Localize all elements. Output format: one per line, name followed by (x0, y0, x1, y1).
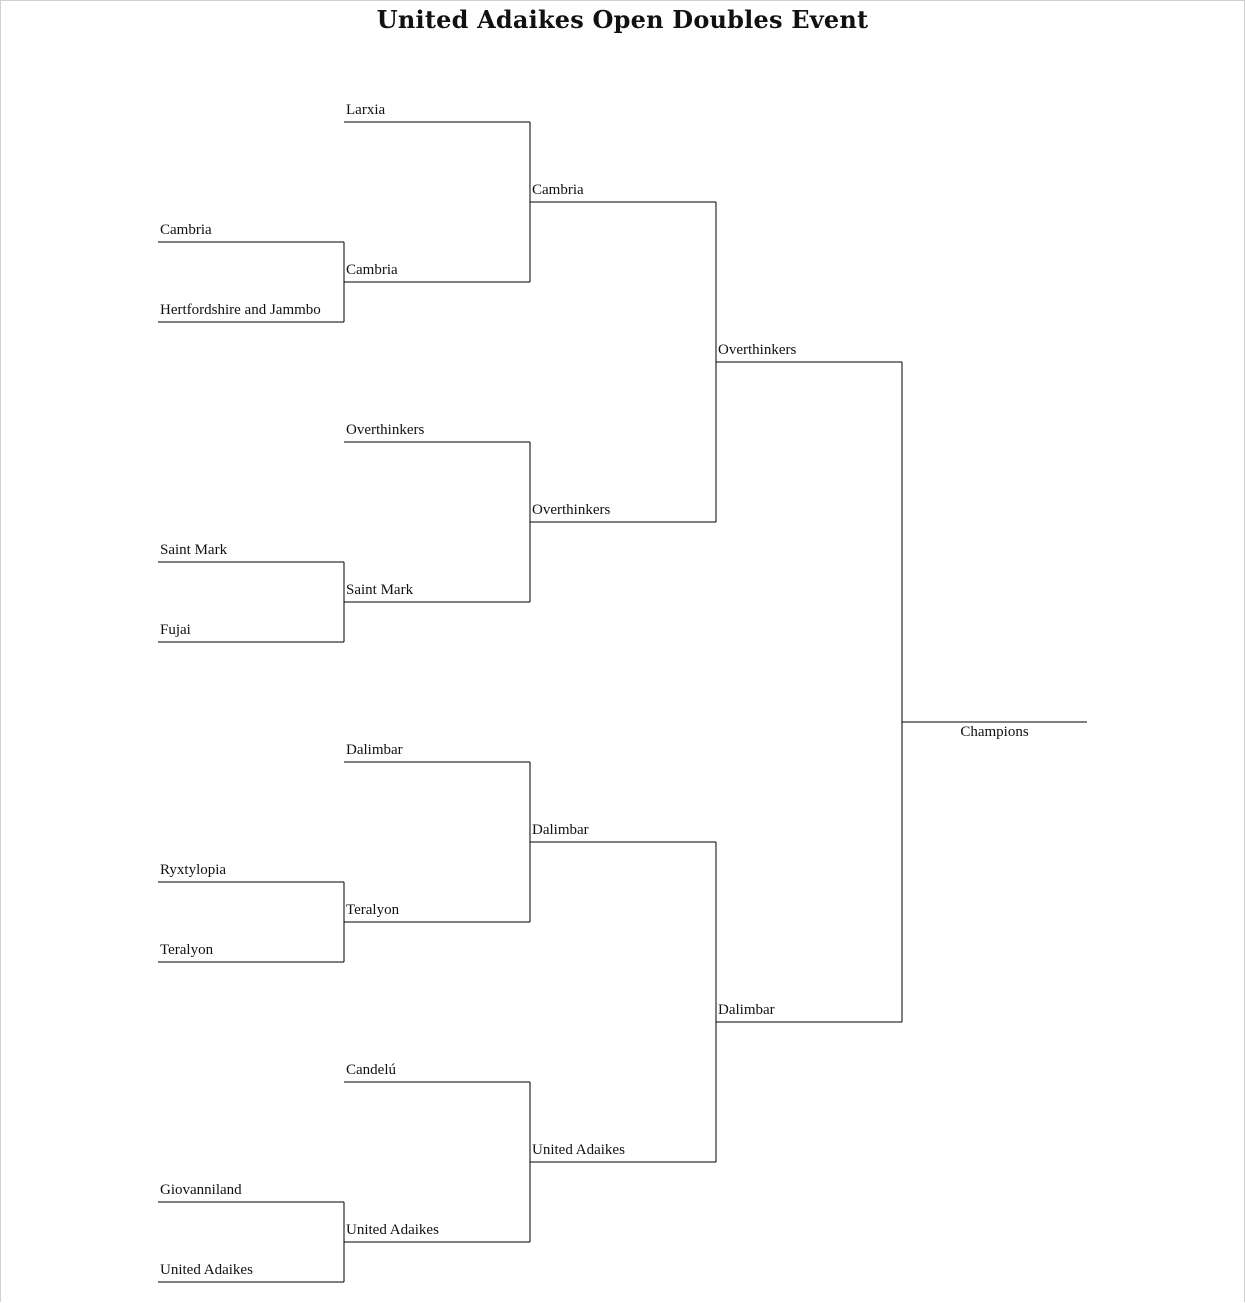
slot-label-r3-3: Dalimbar (532, 822, 589, 838)
slot-label-r3-1: Cambria (532, 182, 584, 198)
slot-label-r2-3: Overthinkers (346, 422, 425, 438)
slot-label-r2-8: United Adaikes (346, 1222, 439, 1238)
slot-label-r1-6: Teralyon (160, 942, 214, 958)
slot-label-r2-6: Teralyon (346, 902, 400, 918)
slot-label-r1-8: United Adaikes (160, 1262, 253, 1278)
slot-label-r3-2: Overthinkers (532, 502, 611, 518)
slot-label-r2-1: Larxia (346, 102, 386, 118)
slot-label-r1-5: Ryxtylopia (160, 862, 227, 878)
slot-label-r2-5: Dalimbar (346, 742, 403, 758)
slot-label-r2-4: Saint Mark (346, 582, 414, 598)
bracket-title: United Adaikes Open Doubles Event (376, 5, 869, 34)
slot-label-r1-3: Saint Mark (160, 542, 228, 558)
slot-label-r3-4: United Adaikes (532, 1142, 625, 1158)
slot-label-r1-2: Hertfordshire and Jammbo (160, 302, 321, 318)
slot-label-r1-1: Cambria (160, 222, 212, 238)
slot-label-r2-7: Candelú (346, 1062, 396, 1078)
slot-label-r2-2: Cambria (346, 262, 398, 278)
slot-label-r4-1: Overthinkers (718, 342, 797, 358)
slot-label-r4-2: Dalimbar (718, 1002, 775, 1018)
slot-label-r1-7: Giovanniland (160, 1182, 242, 1198)
slot-label-r1-4: Fujai (160, 622, 191, 638)
champions-label: Champions (960, 724, 1029, 740)
